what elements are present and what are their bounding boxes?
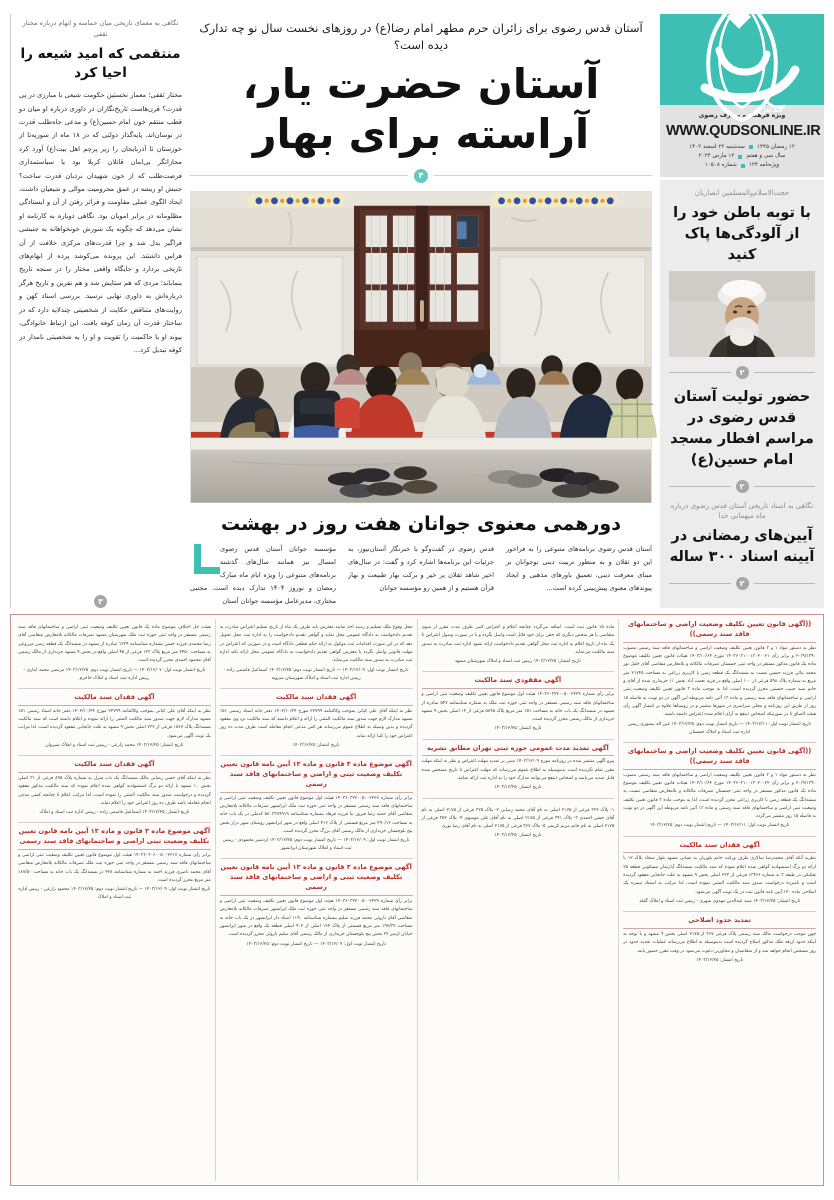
classified-ad: [422, 619, 615, 666]
divider-line: [669, 372, 731, 373]
date-solar: سه‌شنبه ۲۲ اسفند ۱۴۰۲: [689, 143, 745, 150]
ad-divider: [422, 739, 615, 740]
ad-body: ماده ۱۵ قانون ثبت است. اضافه می‌گردد چنانچه اعلام و اعتراض کتبی ظرف مدت مقرر از سوی متقاضی یا هر شخص دیگری که حقی برای خود قائل است واصل نگردد و یا در صورت وصول اعتراض تا یک ماه از تاریخ اعلام به اداره ثبت محل گواهی تقدیم دادخواست ارائه نشود اداره ثبت مبادرت به صدور سند مالکیت می‌نماید.: [421, 625, 615, 655]
ad-signature: تاریخ انتشار: ۱۴۰۳/۱۲/۲۵: [494, 785, 542, 791]
ad-heading: ((آگهی قانون تعیین تکلیف وضعیت اراضی و ساختمانهای فاقد سند رسمی)): [623, 746, 816, 770]
date-row: [705, 162, 779, 170]
cleric-portrait-photo: [669, 271, 815, 357]
teaser-title: حضور تولیت آستان قدس رضوی در مراسم افطار مسجد امام حسین(ع): [670, 388, 814, 468]
date-hijri: ۱۲ رمضان ۱۴۴۵: [756, 143, 795, 150]
caption-text: مؤسسه جوانان آستان قدس رضوی امسال نیز همانند سال‌های گذشته برنامه‌های متنوعی را ویژه ایام ماه مبارک رمضان و نوروز ۱۴۰۴ تدارک دیده است. مجتبی مختاری، مدیرعامل مؤسسه جوانان آستان: [190, 545, 336, 605]
caption-column-3: [190, 543, 336, 607]
ad-body: چون موجب درخواست مالک سند رسمی پلاک فرعی ۳۶۷ از ۲۱۷۵ اصلی بخش ۹ مشهد و با توجه به اینکه حدود اربعه ملک مذکور اصلاح گردیده است بدینوسیله به اطلاع می‌رساند عملیات تحدید حدود در روز مشخص انجام خواهد شد و از متقاضیان و مجاورین دعوت می‌شود در وقت مقرر حضور یابند.: [623, 931, 816, 954]
ad-signature: تاریخ انتشار: ۱۴۰۳/۱۲/۲۵: [494, 726, 542, 732]
ad-body: برابر رأی شماره ۱۴۰۳۶۰۳۲۲۰۰۵۰۰۲۲۲۹ هیئت اول موضوع قانون تعیین تکلیف وضعیت ثبتی اراضی و ساختمانهای فاقد سند رسمی مستقر در واحد ثبتی حوزه ثبت ملک به شماره شناسنامه ۵۴۷ صادره از مشهد در ششدانگ یک باب خانه به مساحت ۱۵۱ متر مربع پلاک ۵۸۹۵ فرعی از ۱۲ اصلی بخش ۹ مشهد خریداری از مالک رسمی محرز گردیده است.: [421, 692, 615, 723]
ad-signature: تاریخ انتشار: ۱۴۰۳/۱۲/۲۵ سید عبدالدین مهدوی شهری - رییس ثبت اسناد و املاک گلبلد: [639, 898, 801, 904]
ad-body: نظر به اینکه آقای علی کیانی بموجب وکالتنامه ۲۲۷۹۹ مورخ ۱۴۰۲/۱۰/۲۴ دفتر خانه اسناد رسمی ۱۵۱ مشهد مدارک لازم جهت صدور سند مالکیت المثنی را ارائه و اعلام داشته که سند مالکیت نزد وی مفقود گردیده و بدین وسیله به اطلاع عموم می‌رساند هر کس مدعی انجام معامله است ظرف مدت ده روز اعتراض خود را کتبا ارائه نماید.: [219, 708, 413, 739]
ad-heading: [18, 619, 211, 622]
ad-signature: تاریخ انتشار نوبت اول: ۱۴۰۳/۱۲/۰۹ — تاریخ انتشار نوبت دوم: ۱۴۰۳/۱۲/۲۵ اردشیر محمودی - رییس ثبت اسناد و املاک شهرستان ایرانشهر: [223, 838, 410, 852]
ad-signature: تاریخ انتشار نوبت اول: ۱۴۰۳/۱۲/۰۹ — تاریخ انتشار نوبت دوم: ۱۴۰۳/۱۲/۲۵ اسماعیل قاسمی زاده - رییس اداره ثبت اسناد و املاک شهرستان سرویه: [223, 667, 409, 681]
ad-body: نظریه آنکه آقای محمدرضا سالاری طرف وراثت خانم بلوریان به نشانی مشهد بلوار سجاد پلاک ۱۲ با ارائه دو برگ استشهادیه گواهی شده اعلام نموده که سند مالکیت ششدانگ آپارتمان مسکونی قطعه ۲۵ تفکیکی در طبقه ۳ به شماره ۱۳۴۶۶ فرعی از ۲۳۲ اصلی بخش ۹ مشهد به علت جابجایی مفقود گردیده است و نامبرده درخواست صدور سند مالکیت المثنی نموده است، لذا مراتب به استناد تبصره یک اصلاحی ماده ۱۲۰ آیین نامه قانون ثبت در یک نوبت آگهی می‌شود.: [623, 856, 816, 895]
ad-heading: آگهی مفقودی سند مالکیت: [422, 675, 615, 689]
ad-body: هیئت حل اختلاف موضوع ماده یک قانون تعیین تکلیف وضعیت ثبتی اراضی و ساختمانهای فاقد سند رسمی مستقر در واحد ثبتی حوزه ثبت ملک شهرستان مشهد تصرفات مالکانه بلامعارض متقاضی آقای رضا محمدی فرزند حسن بشماره شناسنامه ۱۲۳۴ صادره از مشهد در ششدانگ یک قطعه زمین مزروعی به مساحت ۲۴۵۰ متر مربع پلاک ۱۲۳ فرعی از ۴۵ اصلی واقع در بخش ۹ مشهد خریداری از مالک رسمی آقای محمود احمدی محرز گردیده است.: [18, 625, 211, 664]
ad-heading: [422, 619, 615, 622]
ad-divider: [18, 822, 211, 823]
classified-ad: [623, 746, 816, 831]
caption-column-1: آستان قدس رضوی برنامه‌های متنوعی را به فراخور این دو ثقلان و به منظور تربیت دینی نوجوانان بر مبنای معرفت دینی، تعمیق باورهای مذهبی و ایجاد پیوندهای معنوی پیش‌بینی کرده است...: [506, 545, 652, 592]
masthead: [660, 14, 824, 608]
hero-separator: [190, 169, 652, 183]
divider-line: [754, 372, 816, 373]
divider-line: [754, 583, 816, 584]
ad-divider: [220, 858, 413, 859]
classified-ad: [422, 675, 615, 733]
divider-line: [434, 175, 652, 176]
ad-heading: تمدید حدود اصلاحی: [623, 915, 816, 929]
classified-ad: [623, 619, 816, 737]
classified-ad: [220, 692, 413, 750]
divider-line: [669, 486, 731, 487]
sidebar-teaser-1[interactable]: [669, 188, 815, 387]
left-article-body: مختار ثقفی؛ معمار نخستین حکومت شیعی با مبارزی در پی قدرت؟ قرن‌هاست تاریخ‌نگاران در داوری درباره او میان دو قطب منتقم خون امام حسین(ع) و مدعی جاه‌طلب قدرت در نوسان‌اند. پایه‌گذار دولتی که در ۱۸ ماه از سوریه‌تا از خوزستان تا آذربایجان را زیر پرچم اهل بیت(ع) آورد کرد مجازاتگر بی‌امان قاتلان کربلا بود یا سیاستمداری فرصت‌طلب که از خون شهیدان نردبان قدرت ساخت؟ جنبش او ریشه در عمق محرومیت موالی و شیعیان داشت، ایجاد الگوی عملی مقاومت و فراتر رفتن از آن و ایستادگی مظلومانه در برابر امویان بود. نگاهی دوباره به کارنامه او نشان می‌دهد که چگونه یک شورش خونخواهانه به جنبشی فراگیر بدل شد و چرا قدرت‌های مرکزی خلافت از آن هراس داشتند. این پرونده می‌کوشد پرده از ابهام‌های تاریخی بردارد و جایگاه واقعی مختار را در سنجه تاریخ بنمایاند؛ مردی که هم ستایش شد و هم نفرین و تاریخ هرگز درباره‌اش به داوری نهایی نرسید. بررسی اسناد کهن و روایت‌های متناقض حکایت از شخصیتی چندلایه دارد که در ساختار قدرت آن زمان کوفه یافت. این ارتباط خانوادگی، پیوند او با حاکمیت را تقویت و او را به شخصیتی نامدار در کوفه تبدیل کرد...: [19, 91, 182, 354]
ad-divider: [18, 755, 211, 756]
classified-ad: [422, 743, 615, 793]
classified-ad: [220, 862, 413, 948]
classified-ad: [18, 692, 211, 750]
ad-signature: تاریخ انتشار: ۱۴۰۳/۱۲/۲۵ اسماعیل قاسمی زاده - رییس اداره ثبت اسناد و املاک: [39, 810, 190, 816]
date-block: [666, 144, 818, 170]
ad-heading: آگهی فقدان سند مالکیت: [18, 692, 211, 706]
classified-ad: [18, 619, 211, 683]
ad-heading: [220, 619, 413, 622]
ad-divider: [220, 688, 413, 689]
ad-body: نظر به اینکه آقای حسن رضایی مالک ششدانگ یک باب منزل به شماره پلاک ۸۹۵ فرعی از ۳۱ اصلی بخش ۱۰ مشهد با ارائه دو برگ استشهادیه گواهی شده اعلام نموده که سند مالکیت مذکور مفقود گردیده و درخواست صدور سند مالکیت المثنی را نموده است، لذا مراتب اعلام تا چنانچه کسی مدعی انجام معامله باشد ظرف ده روز اعتراض خود را اعلام نماید.: [18, 775, 211, 806]
hero-section: [182, 14, 660, 608]
ad-body: نظر به دستور مواد ۱ و ۳ قانون تعیین تکلیف وضعیت اراضی و ساختمانهای فاقد سند رسمی مصوب ۲۰/۹/۱۳۹۰ و برابر رأی ۱۴۰۳۶۰۳۱۰۰۱۳۰۲۰۰۲۲ مورخ ۱۴۰۳/۱۰/۶۴ هیئات قانون تعیین تکلیف موضوع ماده یک قانون مذکور مستقر در واحد ثبتی جمستان تصرفات مالکانه و بلامعارض متقاضی نسبت به ششدانگ یک قطعه زمین با کاربری زراعی محرز گردیده است، لذا به موجب ماده ۳ قانون تعیین تکلیف وضعیت ثبتی اراضی و ساختمانهای فاقد سند رسمی و ماده ۱۳ آئین نامه مربوطه این آگهی در دو نوبت به فاصله ۱۵ روز منتشر می‌گردد.: [623, 772, 817, 820]
website-url[interactable]: WWW.QUDSONLINE.IR: [666, 122, 821, 139]
classified-ad: [220, 759, 413, 853]
ad-body: برابر رأی شماره ۱۴۰۳۶۰۳۲۲۰۰۵۰۰۲۲۲۹ هیئت اول موضوع قانون تعیین تکلیف وضعیت ثبتی اراضی و ساختمانهای فاقد سند رسمی مستقر در واحد ثبتی حوزه ثبت ملک ایرانشهر تصرفات مالکانه بلامعارض متقاضی آقای ناروئی محمد فرزند سلیم بشماره شناسنامه ۱۱۹۰ اصناد دار ایرانشهر در یک باب خانه به مساحت ۱۹۷/۳۲ متر مربع قسمتی از پلاک ۱۲۴ اصلی از ۹۰۲ اصلی قطعه یک واقع در شهر ایرانشهر خیابان ازمیر ۲۲ بخش پنج بلوچستان خریداری از مالک رسمی آقای سلیم ناروئی محرز گردیده است.: [219, 899, 413, 938]
divider-line: [754, 486, 816, 487]
classified-ad: [422, 802, 615, 841]
ad-body: نظر به اینکه آقای علی کیانی بموجب وکالتنامه ۲۲۷۹۹ مورخ ۱۴۰۲/۱۰/۲۴ دفتر خانه اسناد رسمی ۱۵۱ مشهد مدارک لازم جهت صدور سند مالکیت المثنی را ارائه نموده و اعلام داشته است که سند مالکیت ششدانگ پلاک ۱۵۶۷ فرعی از ۲۳۲ اصلی بخش ۹ مشهد به علت جابجایی مفقود گردیده است، لذا مراتب یک نوبت آگهی می‌شود.: [18, 708, 211, 739]
bullet-square: [738, 155, 742, 159]
ad-heading: آگهی فقدان سند مالکیت: [220, 692, 413, 706]
tagline: ویژه فرهنگ و معارف رضوی: [698, 111, 786, 119]
classified-column-4: [14, 619, 215, 1181]
page-badge[interactable]: ۲: [736, 480, 749, 493]
teaser-kicker: حجت‌الاسلام‌والمسلمین انصاریان: [694, 189, 790, 198]
ad-divider: [623, 742, 816, 743]
photo-caption-headline[interactable]: دورهمی معنوی جوانان هفت روز در بهشت: [221, 513, 621, 536]
classified-column-2: [417, 619, 619, 1181]
left-article-kicker: نگاهی به معمای تاریخی میان حماسه و اتهام درباره مختار ثقفی: [22, 19, 179, 39]
classified-ads-section: [10, 614, 824, 1186]
special-issue: ویژه‌نامه ۱۲۴: [748, 161, 780, 168]
ad-signature: تاریخ انتشار نوبت اول: ۱۴۰۳/۱۲/۰۹ — تاریخ انتشار نوبت دوم: ۱۴۰۳/۱۲/۲۵: [246, 941, 386, 947]
classified-ad: [623, 840, 816, 907]
bullet-square: [741, 164, 745, 168]
publication-year: سال سی و هفتم: [746, 152, 786, 159]
youths-gathering-in-shrine-photo: [190, 191, 652, 504]
bullet-square: [749, 145, 753, 149]
page-badge[interactable]: ۲: [736, 577, 749, 590]
left-article: [10, 14, 182, 608]
teaser-separator: [669, 366, 815, 379]
sidebar-teaser-2[interactable]: [669, 387, 815, 501]
ad-divider: [422, 798, 615, 799]
ad-heading: [422, 802, 615, 805]
teaser-title: آیین‌های رمضانی در آیینه اسناد ۳۰۰ ساله: [669, 527, 815, 565]
teaser-kicker: نگاهی به اسناد تاریخی آستان قدس رضوی درباره ماه میهمانی خدا: [670, 501, 814, 521]
ad-heading: آگهی موضوع ماده ۳ قانون و ماده ۱۳ آیین نامه قانون تعیین تکلیف وضعیت ثبتی اراضی و ساختمانهای فاقد سند رسمی: [18, 826, 211, 850]
page-badge[interactable]: ۲: [736, 366, 749, 379]
ad-divider: [623, 911, 816, 912]
ad-divider: [422, 671, 615, 672]
drop-cap-mark: [194, 544, 220, 574]
teaser-title: با توبه باطن خود را از آلودگی‌ها پاک کنید: [673, 204, 811, 263]
issue-number: شماره ۱۰۵۰۸: [704, 161, 737, 168]
svg-text:قدس: قدس: [758, 102, 783, 116]
ad-signature: تاریخ انتشار: ۱۴۰۳/۱۲/۲۵ محمد زارعی - رییس ثبت اسناد و املاک شیروان: [45, 742, 184, 748]
ad-signature: تاریخ انتشار نوبت اول: ۱۴۰۳/۱۲/۱۱ — تاریخ انتشار نوبت دوم: ۱۴۰۳/۱۲/۲۵ عین اله نیشوری رییس اداره ثبت اسناد و املاک جمستان: [628, 721, 812, 735]
ad-body: ۱- پلاک ۳۲۲ فرعی از ۲۱۷۵ اصلی به نام آقای محمد رضایی ۲- پلاک ۳۲۵ فرعی از ۲۱۷۵ اصلی به نام آقای حسن احمدی ۳- پلاک ۳۴۱ فرعی از ۲۱۷۵ اصلی به نام آقای علی موسوی ۴- پلاک ۳۵۲ فرعی از ۲۱۷۵ اصلی به نام خانم مریم کریمی ۵- پلاک ۳۶۷ فرعی از ۲۱۷۵ اصلی به نام آقای رضا نوری: [421, 807, 615, 830]
ad-signature: تاریخ انتشار نوبت اول: ۱۴۰۳/۱۲/۰۷ — تاریخ انتشار نوبت دوم: ۱۴۰۳/۱۲/۲۵ مرتضی محمد ایثاری - رییس اداره ثبت اسناد و املاک خاخرم: [23, 667, 206, 681]
ad-body: محل وقوع ملک تسلیم و رسید اخذ نمایند معترض باید ظرف یک ماه از تاریخ تسلیم اعتراض مبادرت به تقدیم دادخواست به دادگاه عمومی محل نماید و گواهی تقدیم دادخواست را به اداره ثبت محل تحویل دهد که در این صورت اقدامات ثبت موکول به ارائه حکم قطعی دادگاه است و در صورتی که اعتراض در مهلت قانونی واصل نگردد یا معترض گواهی تقدیم دادخواست به دادگاه عمومی محل ارائه نکند اداره ثبت مبادرت به صدور سند مالکیت می‌نماید.: [219, 625, 413, 664]
caption-column-2: قدس رضوی در گفت‌وگو با خبرنگار آستان‌نیوز، به جزئیات این برنامه‌ها اشاره کرد و گفت: در سال‌های اخیر شاهد ثقلان پر خیر و برکت بهار طبیعت و بهار قرآن هستیم و از همین رو مؤسسه جوانان: [348, 545, 494, 592]
hero-page-badge[interactable]: ۴: [414, 169, 428, 183]
left-article-badge-wrap: [19, 595, 182, 608]
classified-ad: [18, 826, 211, 902]
classified-column-3: [215, 619, 417, 1181]
date-row: [699, 153, 786, 161]
ad-body: نظر به دستور مواد ۱ و ۳ قانون تعیین تکلیف وضعیت اراضی و ساختمانهای فاقد سند رسمی مصوب ۲۰/۹/۱۳۹۰ و برابر رأی ۱۴۰۳۶۰۳۱۰۰۱۳۰۲۰۰۲۱ مورخ ۱۴۰۳/۱۰/۶۴ هیئات قانون تعیین تکلیف موضوع ماده یک قانون مذکور مستقر در واحد ثبتی جمستان تصرفات مالکانه و بلامعارض متقاضی آقای خلیل نور محمد بنائی فرزند حسین نسبت به ششدانگ یک قطعه زمین با کاربری زراعی به مساحت ۲۱۷۴۵ متر مربع به شماره پلاک ۵۹۸ قرعی از ۱۰۰ اصلی واقع در قریه نعمت آباد بخش ۱۱ خریداری شده از آقای و خانم سید حبیب حسینی محرز گردیده است، لذا به موجب ماده ۳ قانون تعیین تکلیف وضعیت ثبتی اراضی و ساختمانهای فاقد سند رسمی و ماده ۱۳ آئین نامه مربوطه این آگهی در دو نوبت به فاصله ۱۵ روز از طریق این روزنامه و محلی سراسری در شهرها منتشر و در روستاها علاوه بر انتشار آگهی رأی هیئت الصاق تا در صورتیکه اشخاص ذینفع به آرای اعلام شده اعتراض داشته باشند.: [623, 645, 816, 718]
ad-body: پیرو آگهی منتشر شده در روزنامه مورخ ۱۴۰۳/۱۲/۰۹ مبنی بر تمدید مهلت اعتراض و نظر به اینکه مهلت مقرر تمام نگردیده است بدینوسیله به اطلاع عموم می‌رساند که مهلت اعتراض تا تاریخ مشخص شده قابل تمدید می‌باشد و اشخاص ذینفع می‌توانند مدارک خود را به اداره ثبت ارائه نمایند.: [421, 759, 615, 782]
divider-line: [669, 583, 731, 584]
ad-signature: تاریخ انتشار: ۱۴۰۳/۱۲/۲۵ رییس ثبت اسناد و املاک شهرستان مشهد: [454, 659, 581, 665]
left-article-title[interactable]: منتقمی که امید شیعه را احیا کرد: [20, 46, 181, 82]
ad-heading: آگهی موضوع ماده ۳ قانون و ماده ۱۳ آیین نامه قانون تعیین تکلیف وضعیت ثبتی و اراضی و ساختمانهای فاقد سند رسمی: [220, 759, 413, 793]
classified-ad: [18, 759, 211, 817]
ad-signature: تاریخ انتشار: ۱۴۰۳/۱۲/۲۵: [292, 742, 340, 748]
ad-body: برابر رأی شماره ۱۴۰۳۶۰۳۲۲۰۰۵۰۰۲۲۲۷ هیئت اول موضوع قانون تعیین تکلیف وضعیت ثبتی اراضی و ساختمانهای فاقد سند رسمی مستقر در واحد ثبتی حوزه ثبت ملک ایرانشهر تصرفات مالکانه بلامعارض متقاضی آقای حمید رضا فیروز نیا فرزند فرهاد بشماره شناسنامه ۵۸۰۳۳۷۹۹۱۹ کدملی در یک باب خانه به مساحت ۲۹۰/۱۲ متر مربع قسمتی از پلاک ۴۱۶ اصلی واقع در شهر ایرانشهر روستای شهر دراز بخش پنج بلوچستان خریداری از مالک رسمی آقای بزرگ محرز گردیده است.: [219, 795, 413, 834]
ad-divider: [623, 836, 816, 837]
caption-columns: [190, 543, 652, 607]
classified-ad: [220, 619, 413, 683]
classified-column-1: [618, 619, 820, 1181]
teaser-separator: [669, 480, 815, 493]
teaser-separator: [669, 577, 815, 590]
ad-heading: آگهی فقدان سند مالکیت: [623, 840, 816, 854]
sidebar-teasers: [660, 180, 824, 608]
hero-kicker: آستان قدس رضوی برای زائران حرم مطهر امام رضا(ع) در روزهای نخست سال نو چه تدارک دیده است؟: [199, 21, 643, 53]
ad-body: برابر رأی شماره ۱۴۰۳۶۰۳۰۶۰۰۵۰۰۲۲۱۷ هیئت اول موضوع قانون تعیین تکلیف وضعیت ثبتی اراضی و ساختمانهای فاقد سند رسمی مستقر در واحد ثبتی حوزه ثبت ملک تصرفات مالکانه بلامعارض متقاضی آقای محمد ناصری فرزند احمد به شماره شناسنامه ۴۲۸ در ششدانگ یک باب خانه به مساحت ۱۸۷/۵۰ متر مربع محرز گردیده است.: [18, 853, 211, 883]
date-gregorian: ۱۲ مارس ۲۰۲۴: [698, 152, 735, 159]
ad-divider: [18, 688, 211, 689]
ad-heading: ((آگهی قانون تعیین تکلیف وضعیت اراضی و ساختمانهای فاقد سند رسمی)): [623, 619, 816, 643]
ad-signature: تاریخ انتشار نوبت اول: ۱۴۰۳/۱۲/۱۱ — تاریخ انتشار نوبت دوم: ۱۴۰۳/۱۲/۲۵: [649, 823, 790, 829]
divider-line: [190, 175, 408, 176]
ad-signature: تاریخ انتشار: ۱۴۰۳/۱۲/۲۵: [494, 833, 542, 839]
date-row: [689, 144, 795, 152]
hero-headline[interactable]: آستان حضرت یار، آراسته برای بهار: [242, 59, 600, 158]
ad-signature: تاریخ انتشار: ۱۴۰۳/۱۲/۲۵: [696, 957, 744, 963]
ad-divider: [220, 755, 413, 756]
ad-heading: آگهی تمدید مدت عمومی حوزه ثبتی تهران مطابق نشریه: [422, 743, 615, 757]
ad-heading: آگهی فقدان سند مالکیت: [18, 759, 211, 773]
ad-signature: تاریخ انتشار نوبت اول: ۱۴۰۳/۱۲/۰۹ — تاریخ انتشار نوبت دوم: ۱۴۰۳/۱۲/۲۵ محمود زارعی - رییس اداره ثبت اسناد و املاک: [18, 887, 211, 901]
sidebar-teaser-3[interactable]: [669, 501, 815, 598]
ad-heading: آگهی موضوع ماده ۳ قانون و ماده ۱۳ آیین نامه قانون تعیین تکلیف وضعیت ثبتی و اراضی و ساختمانهای فاقد سند رسمی: [220, 862, 413, 896]
classified-ad: [623, 915, 816, 965]
left-article-page-badge[interactable]: ۳: [94, 595, 107, 608]
